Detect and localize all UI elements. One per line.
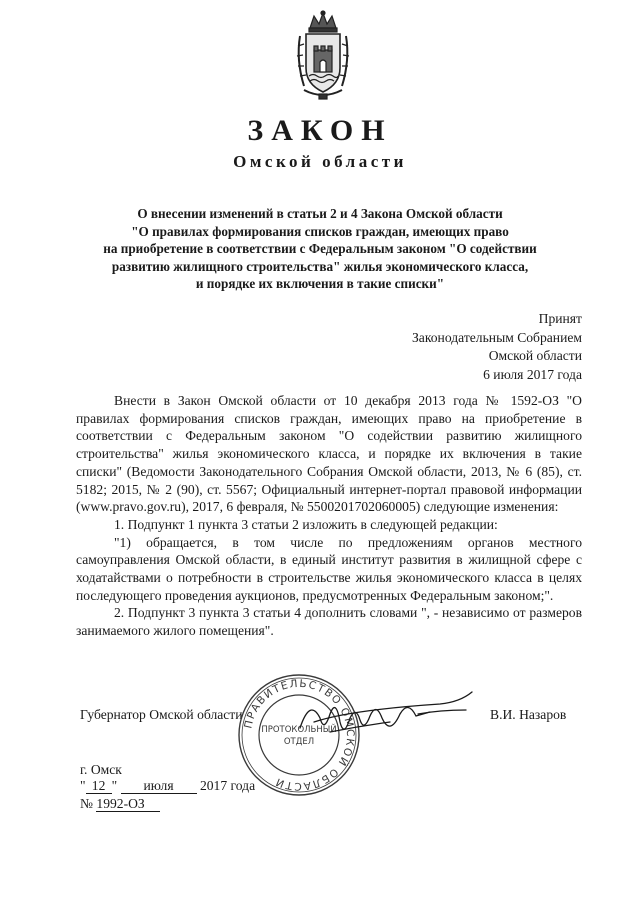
handwritten-signature	[290, 688, 480, 748]
adoption-line: Омской области	[488, 348, 582, 363]
heading-line: развитию жилищного строительства" жилья экономического класса,	[111, 258, 529, 274]
date-day: 12	[86, 779, 112, 794]
stamp-center-line-1: ПРОТОКОЛЬНЫЙ	[261, 725, 337, 735]
issue-date	[80, 778, 255, 794]
adoption-date: 6 июля 2017 года	[483, 366, 582, 382]
date-month: июля	[121, 779, 197, 794]
law-body	[76, 392, 582, 640]
body-item-1-text: "1) обращается, в том числе по предложениям органов местного самоуправления Омской области, в единый институт развития в жилищной сфере с ходатайствами о потребности в строительстве жилья экономического класса в целях последующего проведения аукционов, предусмотренных Федеральным законом;".	[76, 534, 582, 603]
signatory-name: В.И. Назаров	[490, 707, 567, 722]
adoption-line: Законодательным Собранием	[412, 329, 582, 345]
date-year: 2017 года	[199, 778, 256, 793]
adoption-block	[412, 310, 582, 384]
document-title: ЗАКОН	[247, 114, 393, 147]
heading-line: на приобретение в соответствии с Федеральным законом "О содействии	[103, 241, 537, 256]
heading-line: О внесении изменений в статьи 2 и 4 Закона Омской области	[137, 206, 503, 221]
number-value: 1992-ОЗ	[96, 797, 160, 812]
body-item-2: 2. Подпункт 3 пункта 3 статьи 4 дополнить словами ", - независимо от размеров занимаемого жилого помещения".	[76, 605, 582, 639]
number-prefix: №	[80, 796, 93, 811]
document-subtitle: Омской области	[233, 152, 407, 171]
signatory-title: Губернатор Омской области	[80, 707, 243, 722]
adoption-line: Принят	[538, 311, 582, 326]
law-heading	[60, 205, 580, 293]
body-item-1: 1. Подпункт 1 пункта 3 статьи 2 изложить в следующей редакции:	[114, 516, 498, 532]
date-quote-open: "	[80, 778, 86, 793]
issue-city: г. Омск	[80, 762, 122, 777]
heading-line: и порядке их включения в такие списки"	[195, 276, 445, 291]
omsk-coat-of-arms-icon	[294, 10, 352, 100]
body-intro: Внести в Закон Омской области от 10 декабря 2013 года № 1592-ОЗ "О правилах формирования списков граждан, имеющих право на приобретение в соответствии с Федеральным законом "О содействии развитию жилищного строительства" жилья экономического класса, и порядке их включения в такие списки" (Ведомости Законодательного Собрания Омской области, 2013, № 6 (85), ст. 5182; 2015, № 2 (90), ст. 5567; Официальный интернет-портал правовой информации (www.pravo.gov.ru), 2017, 6 февраля, № 5500201702060005) следующие изменения:	[76, 393, 582, 515]
law-number	[80, 796, 160, 812]
stamp-ring-text: ПРАВИТЕЛЬСТВО ОМСКОЙ ОБЛАСТИ	[242, 677, 357, 793]
stamp-center-line-2: ОТДЕЛ	[283, 737, 315, 747]
date-quote-close: "	[111, 778, 118, 793]
heading-line: "О правилах формирования списков граждан, имеющих право	[131, 223, 509, 239]
